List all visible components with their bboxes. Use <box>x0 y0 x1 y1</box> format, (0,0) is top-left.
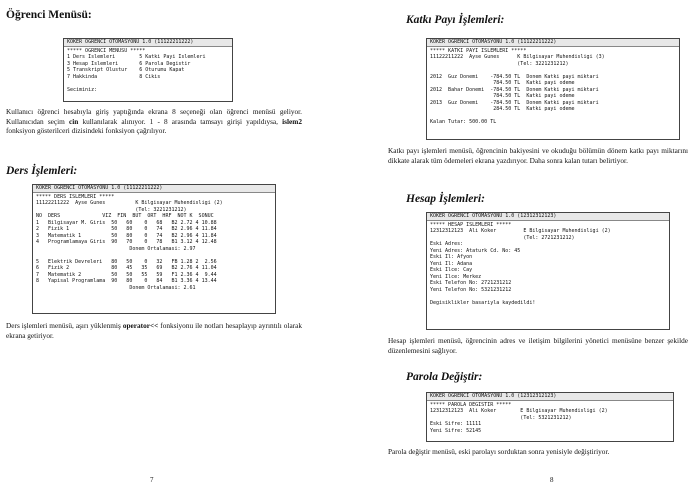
console-lines <box>64 47 232 95</box>
right-page <box>350 0 700 494</box>
console-line: ***** DERS ISLEMLERI ***** <box>36 193 115 200</box>
console-lines <box>427 221 669 308</box>
console-line: Degisiklikler basariyla kaydedildi! <box>430 299 536 306</box>
para-text: fonksiyon gösterilceri dizisindeki fonksiyon çağrılıyor. <box>6 126 167 136</box>
section-title-ders-islemleri: Ders İşlemleri: <box>6 165 78 177</box>
console-line: 11122211222 Ayse Gunes K Bilgisayar Muhendisligi (2) <box>36 200 223 206</box>
console-line: 784.50 TL Katki payi odeme <box>430 80 575 86</box>
console-titlebar: KOKER OGRENCI OTOMASYONU 1.0 (11122211222) <box>64 39 232 47</box>
console-line: Donem Ortalamasi: 2.61 <box>36 284 196 291</box>
paragraph-ogrenci-menusu <box>6 107 302 136</box>
console-line: ***** PAROLA DEGISTIR ***** <box>430 401 512 408</box>
section-title-katki-payi: Katkı Payı İşlemleri: <box>406 14 505 26</box>
console-line: Eski Il: Afyon <box>430 254 473 260</box>
para-text: Ders işlemleri menüsü, aşırı yüklenmiş <box>6 321 123 330</box>
console-line: Eski Adres: <box>430 241 464 247</box>
console-line: ***** KATKI PAYI ISLEMLERI ***** <box>430 47 527 54</box>
console-line: 3 Matematik 1 50 80 0 74 B2 2.96 4 11.84 <box>36 232 217 239</box>
console-line: Seciminiz: <box>67 86 98 93</box>
console-ders-islemleri <box>32 184 276 314</box>
console-line: 784.50 TL Katki payi odeme <box>430 93 575 99</box>
console-line: (Tel: 2721231212) <box>430 234 575 241</box>
console-line: ***** OGRENCI MENUSU ***** <box>67 47 146 54</box>
console-line: 6 Fizik 2 80 45 35 69 B2 2.76 4 11.04 <box>36 265 217 271</box>
console-line: 4 Programlamaya Giris 90 70 0 78 B1 3.12 4 12.48 <box>36 239 217 245</box>
console-line: 2 Fizik 1 50 80 0 74 B2 2.96 4 11.84 <box>36 226 217 232</box>
para-bold: cin <box>68 116 79 126</box>
console-line: Eski Telefon No: 2721231212 <box>430 280 512 286</box>
para-text: Kullanıcı öğrenci hesabıyla giriş yaptığında ekrana 8 seçeneği olan öğrenci menüsü geliyor. Kullanıcıdan seçim <box>6 107 302 126</box>
console-line: ***** HESAP ISLEMLERI ***** <box>430 221 512 228</box>
paragraph-ders-islemleri <box>6 321 302 340</box>
console-line: Yeni Telefon No: 5321231212 <box>430 286 512 293</box>
console-hesap-islemleri <box>426 212 670 330</box>
console-line: 12312312123 Ali Koker E Bilgisayar Muhendisligi (2) <box>430 408 608 414</box>
page-number: 7 <box>150 476 154 484</box>
console-titlebar: KOKER OGRENCI OTOMASYONU 1.0 (11122211222) <box>427 39 679 47</box>
console-line: 2012 Guz Donemi -784.50 TL Donem Katki payi miktari <box>430 73 599 80</box>
console-line: Yeni Sifre: 52145 <box>430 427 482 434</box>
console-line: Donem Ortalamasi: 2.97 <box>36 245 196 252</box>
para-text: kullanılarak alınıyor. 1 - 8 arasında tamsayı girişi yapıldıysa, <box>78 116 283 126</box>
console-line: 1 Ders Islemleri 5 Katki Payi Islemleri <box>67 54 206 60</box>
console-lines <box>427 401 673 436</box>
console-line: Yeni Il: Adana <box>430 260 473 267</box>
console-line: Yeni Adres: Ataturk Cd. No: 45 <box>430 247 521 254</box>
section-title-hesap-islemleri: Hesap İşlemleri: <box>406 193 485 205</box>
paragraph-hesap-islemleri: Hesap işlemleri menüsü, öğrencinin adres ve iletişim bilgilerini yönetici menüsüne benzer şekilde düzenlemesini sağlıyor. <box>388 336 688 355</box>
console-line: (Tel: 5321231212) <box>430 414 572 421</box>
console-line: (Tel: 3221231212) <box>36 206 187 213</box>
console-line: 8 Yapisal Programlama 90 80 0 84 B1 3.36 4 13.44 <box>36 278 217 284</box>
para-bold: islem2 <box>282 116 303 126</box>
console-katki-payi <box>426 38 680 140</box>
console-ogrenci-menusu <box>63 38 233 102</box>
console-line: Yeni Ilce: Merkez <box>430 273 482 280</box>
para-text: fonksiyonu ile notları hesaplayıp ayrıntılı olarak ekrana getiriyor. <box>6 321 302 340</box>
console-line: Kalan Tutar: 500.00 TL <box>430 119 497 125</box>
para-bold: operator<< <box>122 321 159 330</box>
console-line: 11122211222 Ayse Gunes K Bilgisayar Muhendisligi (3) <box>430 54 605 60</box>
console-line: 284.50 TL Katki payi odeme <box>430 106 575 112</box>
console-line: 1 Bilgisayar M. Giris 50 60 0 68 B2 2.72 4 10.88 <box>36 219 217 226</box>
console-line: Eski Ilce: Cay <box>430 267 473 273</box>
section-title-ogrenci-menusu: Öğrenci Menüsü: <box>6 9 92 21</box>
paragraph-parola-degistir: Parola değiştir menüsü, eski parolayı sorduktan sonra yenisiyle değiştiriyor. <box>388 447 610 456</box>
console-line: 7 Hakkinda 8 Cikis <box>67 73 161 80</box>
console-titlebar: KOKER OGRENCI OTOMASYONU 1.0 (12312312123) <box>427 393 673 401</box>
console-parola-degistir <box>426 392 674 442</box>
console-line: 2012 Bahar Donemi -784.50 TL Donem Katki payi miktari <box>430 86 599 93</box>
console-titlebar: KOKER OGRENCI OTOMASYONU 1.0 (11122211222) <box>33 185 275 193</box>
console-line: NO DERS VIZ FIN BUT ORT HRF NOT K SONUC <box>36 213 214 219</box>
console-lines <box>33 193 275 293</box>
console-lines <box>427 47 679 127</box>
console-line: 2013 Guz Donemi -784.50 TL Donem Katki payi miktari <box>430 99 599 106</box>
paragraph-katki-payi: Katkı payı işlemleri menüsü, öğrencinin bakiyesini ve okuduğu bölümün dönem katkı payı miktarını dikkate alarak tüm ödemeleri ekrana yazdırıyor. Daha sonra kalan tutarı belirtiyor. <box>388 146 688 165</box>
console-line: (Tel: 3221231212) <box>430 60 569 67</box>
console-line: Eski Sifre: 11111 <box>430 421 482 427</box>
console-line: 7 Matematik 2 50 50 55 59 F1 2.36 4 9.44 <box>36 271 217 278</box>
page-number: 8 <box>550 476 554 484</box>
console-line: 12312312123 Ali Koker E Bilgisayar Muhendisligi (2) <box>430 228 611 234</box>
console-titlebar: KOKER OGRENCI OTOMASYONU 1.0 (12312312123) <box>427 213 669 221</box>
section-title-parola-degistir: Parola Değiştir: <box>406 371 483 383</box>
console-line: 5 Elektrik Devreleri 80 50 0 32 FB 1.28 2 2.56 <box>36 258 217 265</box>
console-line: 3 Hesap Islemleri 6 Parola Degistir <box>67 60 191 67</box>
console-line: 5 Transkript Olustur 6 Oturumu Kapat <box>67 67 185 73</box>
